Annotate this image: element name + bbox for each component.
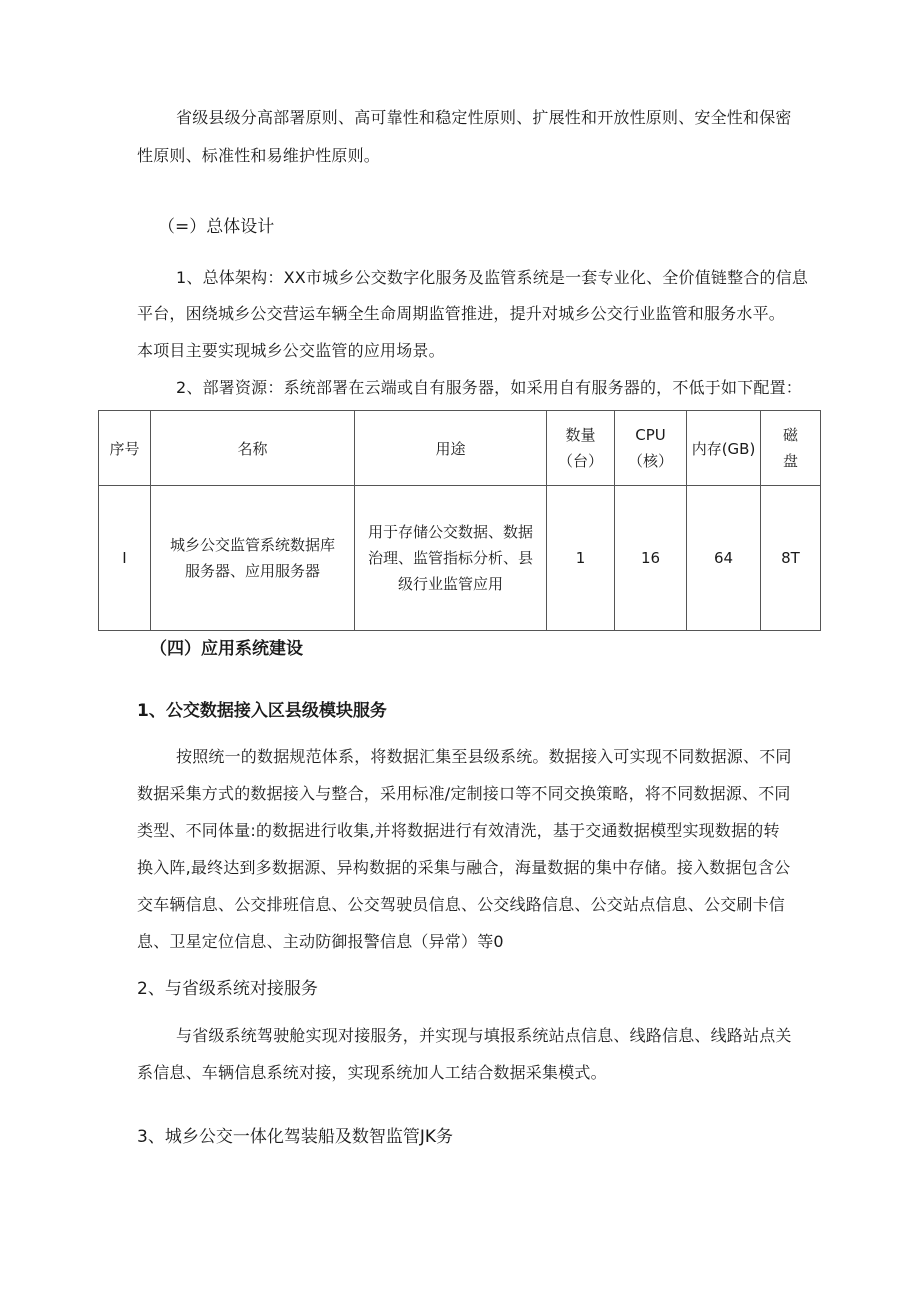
cell-purpose-line-3: 级行业监管应用 (397, 575, 503, 593)
header-qty (547, 411, 615, 486)
sub2-line-1: 与省级系统驾驶舱实现对接服务，并实现与填报系统站点信息、线路信息、线路站点关 (176, 1026, 792, 1045)
table-header-row (99, 411, 821, 486)
cell-seq: I (99, 486, 151, 631)
sub1-line-2: 数据采集方式的数据接入与整合，采用标准/定制接口等不同交换策略，将不同数据源、不同 (137, 784, 791, 803)
item1-line-1: 1、总体架构：XX市城乡公交数字化服务及监管系统是一套专业化、全价值链整合的信息 (176, 268, 809, 287)
section-3-title: （=）总体设计 (158, 217, 275, 237)
sub3-title: 3、城乡公交一体化驾装船及数智监管JK务 (137, 1127, 453, 1147)
sub1-line-5: 交车辆信息、公交排班信息、公交驾驶员信息、公交线路信息、公交站点信息、公交刷卡信 (137, 895, 786, 914)
header-disk (761, 411, 821, 486)
header-cpu (615, 411, 687, 486)
header-memory: 内存(GB) (687, 411, 761, 486)
cell-name (151, 486, 355, 631)
header-disk-line-2: 盘 (782, 452, 798, 470)
sub1-line-4: 换入阵,最终达到多数据源、异构数据的采集与融合，海量数据的集中存储。接入数据包含公 (137, 858, 791, 877)
intro-line-2: 性原则、标准性和易维护性原则。 (137, 146, 381, 165)
cell-disk: 8T (761, 486, 821, 631)
header-name: 名称 (151, 411, 355, 486)
cell-name-line-2: 服务器、应用服务器 (184, 562, 320, 580)
cell-memory: 64 (687, 486, 761, 631)
sub2-title: 2、与省级系统对接服务 (137, 979, 318, 999)
header-cpu-line-2: （核） (627, 452, 673, 470)
table-row (99, 486, 821, 631)
sub1-title: 1、公交数据接入区县级模块服务 (137, 701, 387, 721)
sub2-line-2: 系信息、车辆信息系统对接，实现系统加人工结合数据采集模式。 (137, 1063, 607, 1082)
cell-cpu: 16 (615, 486, 687, 631)
cell-purpose-line-1: 用于存储公交数据、数据 (367, 523, 533, 541)
cell-purpose-line-2: 治理、监管指标分析、县 (367, 549, 533, 567)
header-disk-line-1: 磁 (782, 426, 798, 444)
section-4-title: （四）应用系统建设 (150, 639, 303, 659)
item1-line-3: 本项目主要实现城乡公交监管的应用场景。 (137, 341, 445, 360)
header-purpose: 用途 (355, 411, 547, 486)
cell-name-line-1: 城乡公交监管系统数据库 (169, 536, 335, 554)
header-qty-line-2: （台） (557, 452, 603, 470)
item2-line: 2、部署资源：系统部署在云端或自有服务器，如采用自有服务器的，不低于如下配置： (176, 378, 802, 397)
sub1-line-3: 类型、不同体量:的数据进行收集,并将数据进行有效清洗，基于交通数据模型实现数据的转 (137, 821, 780, 840)
sub1-line-6: 息、卫星定位信息、主动防御报警信息（异常）等0 (137, 932, 504, 951)
cell-purpose (355, 486, 547, 631)
sub1-line-1: 按照统一的数据规范体系，将数据汇集至县级系统。数据接入可实现不同数据源、不同 (176, 747, 792, 766)
header-qty-line-1: 数量 (565, 426, 596, 444)
server-config-table (98, 410, 821, 631)
item1-line-2: 平台，困绕城乡公交营运车辆全生命周期监管推进，提升对城乡公交行业监管和服务水平。 (137, 304, 786, 323)
intro-line-1: 省级县级分高部署原则、高可靠性和稳定性原则、扩展性和开放性原则、安全性和保密 (176, 108, 792, 127)
header-cpu-line-1: CPU (635, 426, 666, 444)
cell-qty: 1 (547, 486, 615, 631)
header-seq: 序号 (99, 411, 151, 486)
